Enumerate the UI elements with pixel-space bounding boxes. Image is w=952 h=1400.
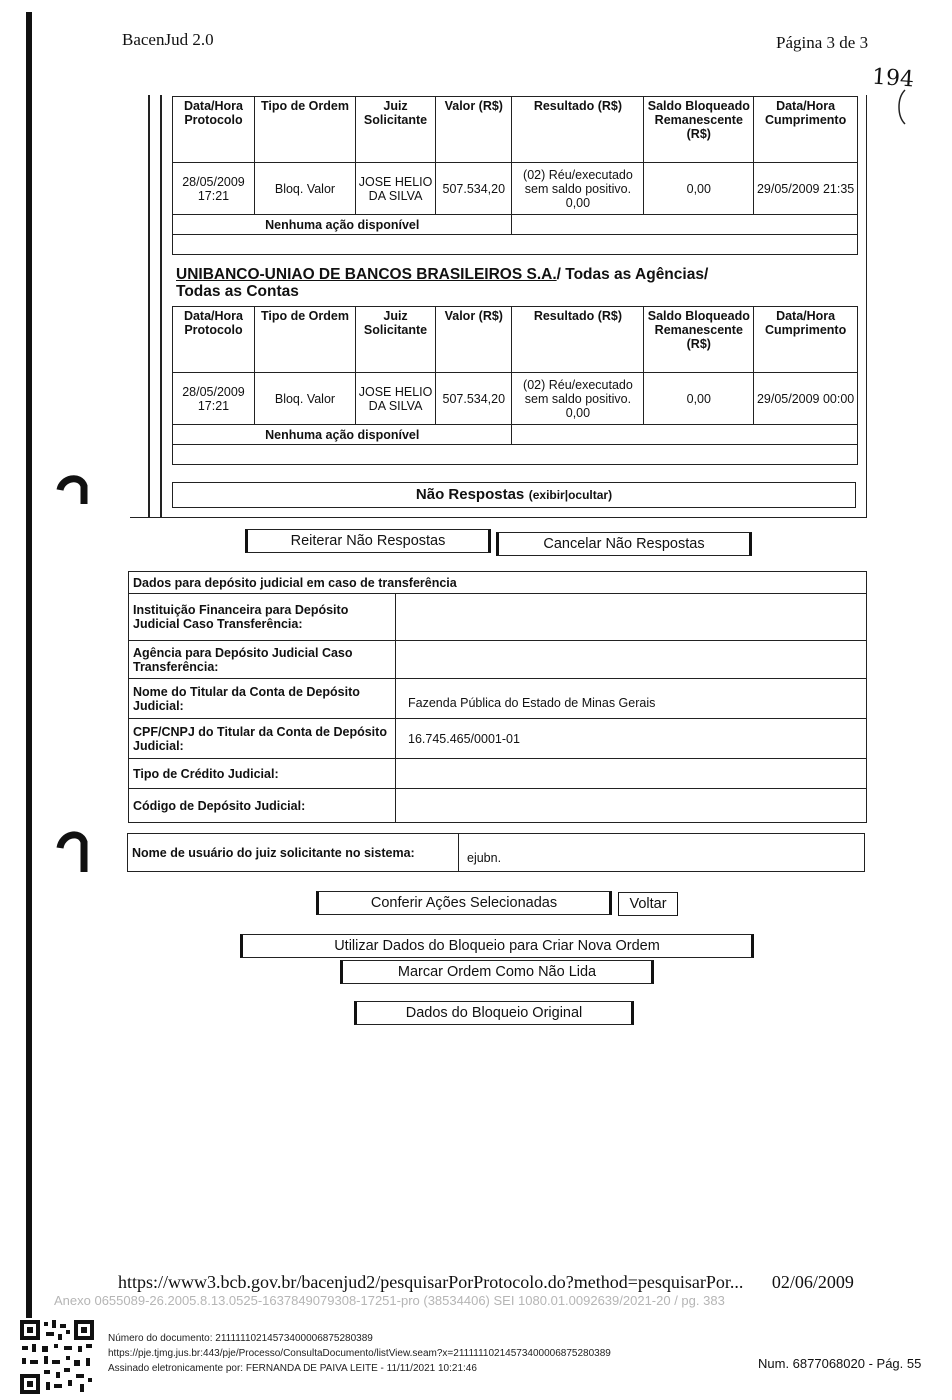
cell-valor: 507.534,20 <box>436 373 512 425</box>
col-header: Tipo de Ordem <box>254 97 355 163</box>
cell-valor: 507.534,20 <box>436 163 512 215</box>
bank-name-main: UNIBANCO-UNIAO DE BANCOS BRASILEIROS S.A. <box>176 266 557 283</box>
col-header: Resultado (R$) <box>512 97 644 163</box>
usuario-label: Nome de usuário do juiz solicitante no sistema: <box>128 834 459 872</box>
bank-name-agencies: / Todas as Agências/ <box>556 266 709 283</box>
no-action-text: Nenhuma ação disponível <box>173 215 512 235</box>
scan-mark <box>52 470 92 510</box>
field-label-cpf-cnpj: CPF/CNPJ do Titular da Conta de Depósito Judicial: <box>129 719 396 759</box>
table-row <box>173 163 858 215</box>
empty-cell <box>512 425 858 445</box>
footer-url-text: https://www3.bcb.gov.br/bacenjud2/pesquisarPorProtocolo.do?method=pesquisarPor... <box>118 1272 744 1292</box>
cell-resultado: (02) Réu/executado sem saldo positivo. 0,00 <box>512 163 644 215</box>
col-header: Data/Hora Protocolo <box>173 97 255 163</box>
field-value-instituicao <box>396 594 867 641</box>
utilizar-dados-bloqueio-button[interactable]: Utilizar Dados do Bloqueio para Criar Nova Ordem <box>240 934 754 958</box>
deposito-table <box>128 571 867 823</box>
col-header: Data/Hora Cumprimento <box>754 307 858 373</box>
col-header: Saldo Bloqueado Remanescente (R$) <box>644 97 754 163</box>
field-label-codigo-deposito: Código de Depósito Judicial: <box>129 789 396 823</box>
doc-number: Número do documento: 21111110214573400006875280389 <box>108 1333 373 1344</box>
cell-protocolo: 28/05/2009 17:21 <box>173 373 255 425</box>
frame-inner-line <box>160 95 162 517</box>
usuario-value: ejubn. <box>459 834 865 872</box>
marcar-nao-lida-button[interactable]: Marcar Ordem Como Não Lida <box>340 960 654 984</box>
field-value-tipo-credito <box>396 759 867 789</box>
order-table-2 <box>172 306 858 465</box>
field-value-agencia <box>396 641 867 679</box>
cell-cumprimento: 29/05/2009 21:35 <box>754 163 858 215</box>
handwritten-stroke <box>893 88 913 128</box>
footer-url <box>118 1272 854 1293</box>
nao-respostas-toggle-link[interactable]: (exibir|ocultar) <box>528 488 613 502</box>
col-header: Data/Hora Cumprimento <box>754 97 858 163</box>
cell-resultado: (02) Réu/executado sem saldo positivo. 0,00 <box>512 373 644 425</box>
cell-juiz: JOSE HELIO DA SILVA <box>355 163 435 215</box>
col-header: Valor (R$) <box>436 97 512 163</box>
col-header: Data/Hora Protocolo <box>173 307 255 373</box>
col-header: Tipo de Ordem <box>254 307 355 373</box>
field-value-codigo-deposito <box>396 789 867 823</box>
field-label-titular: Nome do Titular da Conta de Depósito Judicial: <box>129 679 396 719</box>
no-action-text: Nenhuma ação disponível <box>173 425 512 445</box>
header-app-title: BacenJud 2.0 <box>122 30 214 49</box>
cell-saldo: 0,00 <box>644 373 754 425</box>
cancelar-nao-respostas-button[interactable]: Cancelar Não Respostas <box>496 532 752 556</box>
usuario-table <box>127 833 865 872</box>
field-value-titular: Fazenda Pública do Estado de Minas Gerais <box>396 679 867 719</box>
field-label-instituicao: Instituição Financeira para Depósito Judicial Caso Transferência: <box>129 594 396 641</box>
scan-mark <box>52 826 92 876</box>
frame-left-line <box>148 95 150 517</box>
col-header: Juiz Solicitante <box>355 307 435 373</box>
reiterar-nao-respostas-button[interactable]: Reiterar Não Respostas <box>245 529 491 553</box>
scan-edge-bar <box>26 12 32 1342</box>
cell-cumprimento: 29/05/2009 00:00 <box>754 373 858 425</box>
cell-juiz: JOSE HELIO DA SILVA <box>355 373 435 425</box>
footer-date: 02/06/2009 <box>771 1272 854 1292</box>
conferir-acoes-button[interactable]: Conferir Ações Selecionadas <box>316 891 612 915</box>
dados-bloqueio-original-button[interactable]: Dados do Bloqueio Original <box>354 1001 634 1025</box>
watermark-text: Anexo 0655089-26.2005.8.13.0525-1637849079308-17251-pro (38534406) SEI 1080.01.0092639/2021-20 / pg. 383 <box>54 1293 725 1308</box>
col-header: Resultado (R$) <box>512 307 644 373</box>
cell-protocolo: 28/05/2009 17:21 <box>173 163 255 215</box>
nao-respostas-label: Não Respostas <box>415 486 525 503</box>
bank-name-accounts: Todas as Contas <box>176 283 299 300</box>
spacer-row <box>173 445 858 465</box>
order-table-1 <box>172 96 858 255</box>
col-header: Valor (R$) <box>436 307 512 373</box>
cell-saldo: 0,00 <box>644 163 754 215</box>
header-page-indicator: Página 3 de 3 <box>776 33 869 52</box>
col-header: Juiz Solicitante <box>355 97 435 163</box>
deposito-title: Dados para depósito judicial em caso de transferência <box>129 572 867 594</box>
table-row <box>173 373 858 425</box>
handwritten-page-number: 194 <box>871 64 915 93</box>
voltar-button[interactable]: Voltar <box>618 892 678 916</box>
doc-link[interactable]: https://pje.tjmg.jus.br:443/pje/Processo/ConsultaDocumento/listView.seam?x=21111110214573400006875280389 <box>108 1348 611 1359</box>
field-label-agencia: Agência para Depósito Judicial Caso Transferência: <box>129 641 396 679</box>
signature-info: Assinado eletronicamente por: FERNANDA DE PAIVA LEITE - 11/11/2021 10:21:46 <box>108 1363 477 1374</box>
cell-tipo: Bloq. Valor <box>254 163 355 215</box>
field-label-tipo-credito: Tipo de Crédito Judicial: <box>129 759 396 789</box>
spacer-row <box>173 235 858 255</box>
bank-name-unibanco <box>176 266 708 300</box>
nao-respostas-bar <box>172 482 856 508</box>
col-header: Saldo Bloqueado Remanescente (R$) <box>644 307 754 373</box>
cell-tipo: Bloq. Valor <box>254 373 355 425</box>
page-number: Num. 6877068020 - Pág. 55 <box>758 1356 922 1371</box>
qr-code-icon <box>18 1318 96 1396</box>
field-value-cpf-cnpj: 16.745.465/0001-01 <box>396 719 867 759</box>
empty-cell <box>512 215 858 235</box>
